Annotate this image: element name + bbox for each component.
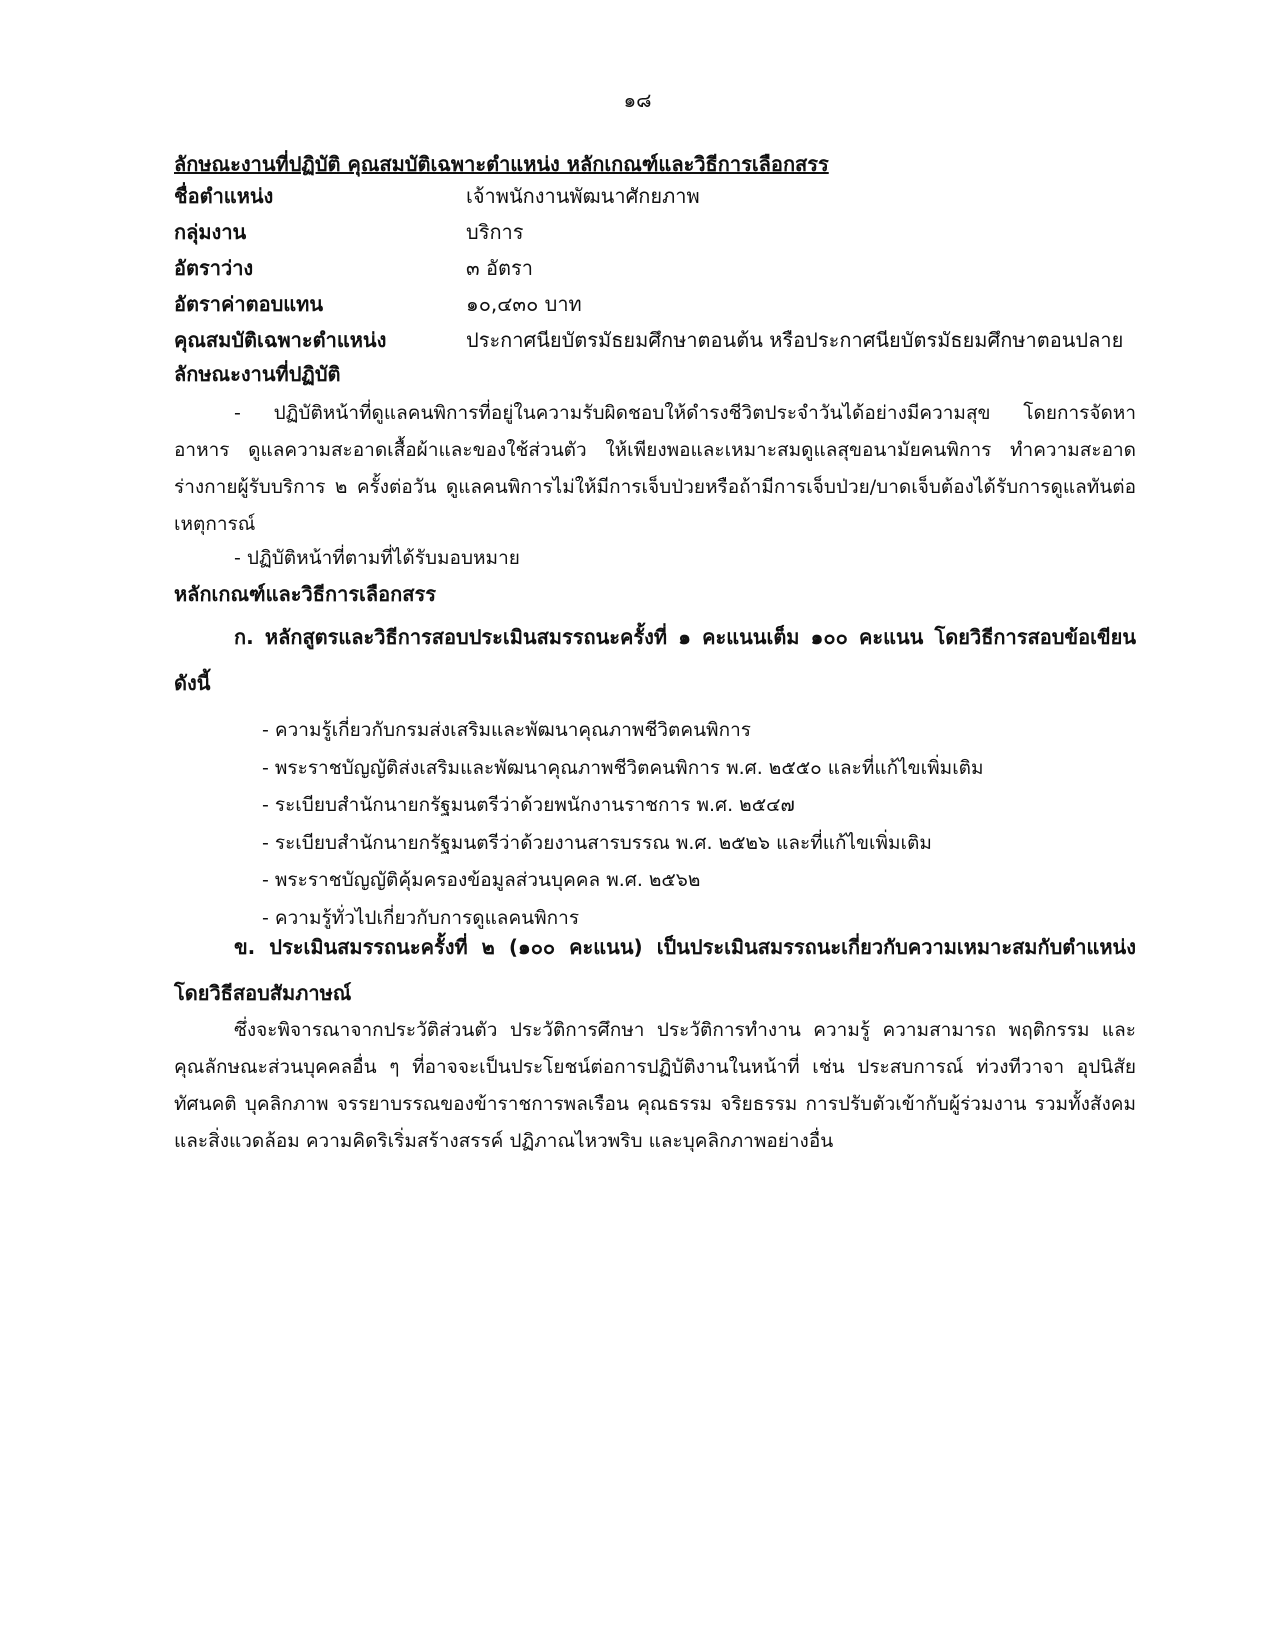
selection-title: หลักเกณฑ์และวิธีการเลือกสรร <box>174 582 436 606</box>
page-heading: ลักษณะงานที่ปฏิบัติ คุณสมบัติเฉพาะตำแหน่ง หลักเกณฑ์และวิธีการเลือกสรร <box>174 152 829 176</box>
field-label: ชื่อตำแหน่ง <box>174 184 274 208</box>
list-item: - ความรู้เกี่ยวกับกรมส่งเสริมและพัฒนาคุณภาพชีวิตคนพิการ <box>262 719 751 741</box>
list-item: - พระราชบัญญัติส่งเสริมและพัฒนาคุณภาพชีวิตคนพิการ พ.ศ. ๒๕๕๐ และที่แก้ไขเพิ่มเติม <box>262 756 984 779</box>
field-value: บริการ <box>466 220 524 244</box>
field-value: ๓ อัตรา <box>466 256 534 280</box>
part-b-heading: ข. ประเมินสมรรถนะครั้งที่ ๒ (๑๐๐ คะแนน) เป็นประเมินสมรรถนะเกี่ยวกับความเหมาะสมกับตำแหน่ง โดยวิธีสอบสัมภาษณ์ <box>174 935 1136 1005</box>
duties-paragraph: - ปฏิบัติหน้าที่ดูแลคนพิการที่อยู่ในความรับผิดชอบให้ดำรงชีวิตประจำวันได้อย่างมีความสุข โดยการจัดหาอาหาร ดูแลความสะอาดเสื้อผ้าและของใช้ส่วนตัว ให้เพียงพอและเหมาะสมดูแลสุขอนามัยคนพิการ ทำความสะอาดร่างกายผู้รับบริการ ๒ ครั้งต่อวัน ดูแลคนพิการไม่ให้มีการเจ็บป่วยหรือถ้ามีการเจ็บป่วย/บาดเจ็บต้องได้รับการดูแลทันต่อเหตุการณ์ <box>174 402 1136 535</box>
field-label: อัตราว่าง <box>174 256 254 280</box>
duties-title: ลักษณะงานที่ปฏิบัติ <box>174 362 341 386</box>
list-item: - ความรู้ทั่วไปเกี่ยวกับการดูแลคนพิการ <box>262 906 580 929</box>
field-row-qualification <box>174 324 1134 356</box>
exam-topic-list <box>262 712 1142 937</box>
field-label: คุณสมบัติเฉพาะตำแหน่ง <box>174 328 387 352</box>
field-row-group <box>174 216 1134 248</box>
field-value: เจ้าพนักงานพัฒนาศักยภาพ <box>466 184 700 208</box>
field-value: ๑๐,๔๓๐ บาท <box>466 292 582 316</box>
list-item: - ระเบียบสำนักนายกรัฐมนตรีว่าด้วยงานสารบรรณ พ.ศ. ๒๕๒๖ และที่แก้ไขเพิ่มเติม <box>262 831 932 854</box>
field-value: ประกาศนียบัตรมัธยมศึกษาตอนต้น หรือประกาศนียบัตรมัธยมศึกษาตอนปลาย <box>466 328 1124 352</box>
field-row-position <box>174 180 1134 212</box>
field-row-salary <box>174 288 1134 320</box>
list-item: - พระราชบัญญัติคุ้มครองข้อมูลส่วนบุคคล พ.ศ. ๒๕๖๒ <box>262 869 701 891</box>
field-label: อัตราค่าตอบแทน <box>174 292 324 316</box>
part-a-heading: ก. หลักสูตรและวิธีการสอบประเมินสมรรถนะครั้งที่ ๑ คะแนนเต็ม ๑๐๐ คะแนน โดยวิธีการสอบข้อเขียน ดังนี้ <box>174 625 1136 695</box>
field-label: กลุ่มงาน <box>174 220 247 244</box>
page-number: ๑๘ <box>623 88 652 112</box>
list-item: - ระเบียบสำนักนายกรัฐมนตรีว่าด้วยพนักงานราชการ พ.ศ. ๒๕๔๗ <box>262 794 795 816</box>
part-b-paragraph: ซึ่งจะพิจารณาจากประวัติส่วนตัว ประวัติการศึกษา ประวัติการทำงาน ความรู้ ความสามารถ พฤติกรรม และคุณลักษณะส่วนบุคคลอื่น ๆ ที่อาจจะเป็นประโยชน์ต่อการปฏิบัติงานในหน้าที่ เช่น ประสบการณ์ ท่วงทีวาจา อุปนิสัย ทัศนคติ บุคลิกภาพ จรรยาบรรณของข้าราชการพลเรือน คุณธรรม จริยธรรม การปรับตัวเข้ากับผู้ร่วมงาน รวมทั้งสังคมและสิ่งแวดล้อม ความคิดริเริ่มสร้างสรรค์ ปฏิภาณไหวพริบ และบุคลิกภาพอย่างอื่น <box>174 1019 1136 1152</box>
field-row-vacancies <box>174 252 1134 284</box>
duties-assigned: - ปฏิบัติหน้าที่ตามที่ได้รับมอบหมาย <box>234 547 520 569</box>
